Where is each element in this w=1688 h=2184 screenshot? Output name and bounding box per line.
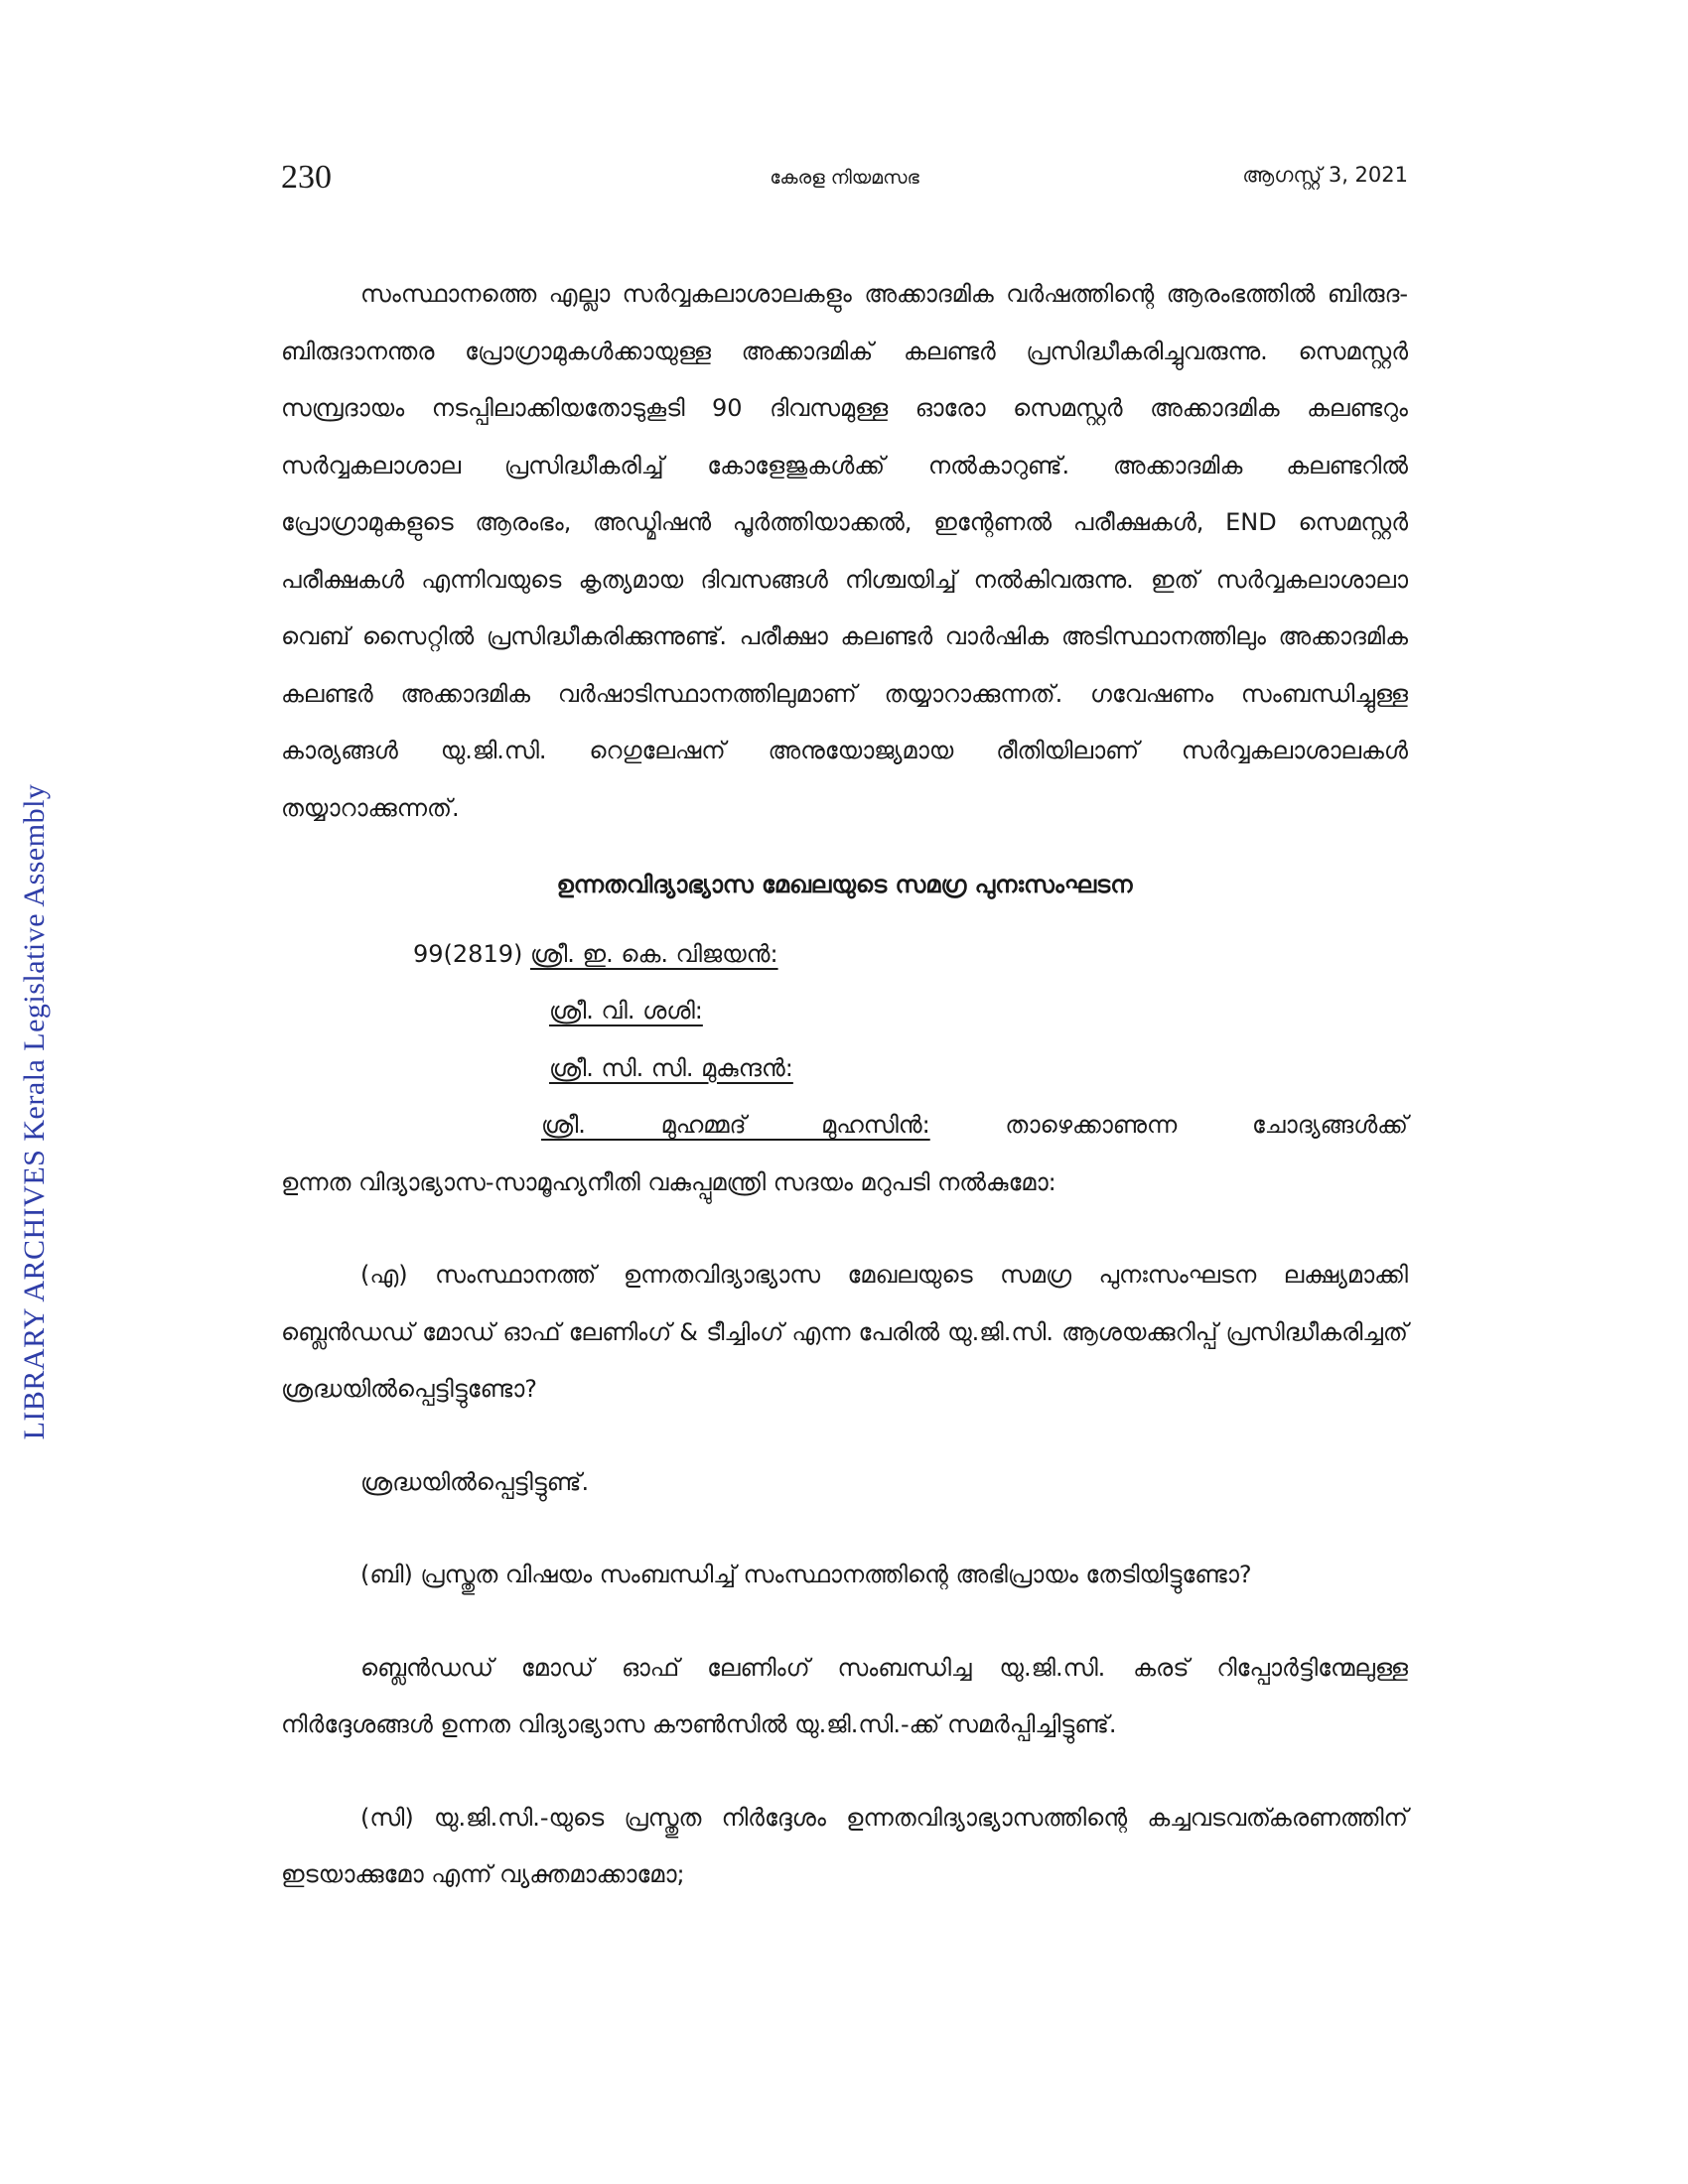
question-lead-in-continued: ഉന്നത വിദ്യാഭ്യാസ-സാമൂഹ്യനീതി വകുപ്പുമന്ത്രി സദയം മറുപടി നൽകുമോ: <box>281 1167 1056 1196</box>
question-block <box>281 926 1408 1212</box>
question-item-a: (എ) സംസ്ഥാനത്ത് ഉന്നതവിദ്യാഭ്യാസ മേഖലയുടെ സമഗ്ര പുനഃസംഘടന ലക്ഷ്യമാക്കി ബ്ലെൻഡഡ് മോഡ് ഓഫ് ലേണിംഗ് & ടീച്ചിംഗ് എന്ന പേരിൽ യു.ജി.സി. ആശയക്കുറിപ്പ് പ്രസിദ്ധീകരിച്ചത് ശ്രദ്ധയിൽപ്പെട്ടിട്ടുണ്ടോ? <box>281 1261 1408 1403</box>
member-name: ശ്രീ. വി. ശശി: <box>549 997 703 1024</box>
section-heading: ഉന്നതവിദ്യാഭ്യാസ മേഖലയുടെ സമഗ്ര പുനഃസംഘടന <box>556 871 1133 898</box>
question-item-c: (സി) യു.ജി.സി.-യുടെ പ്രസ്തുത നിർദ്ദേശം ഉന്നതവിദ്യാഭ്യാസത്തിന്റെ കച്ചവടവത്കരണത്തിന് ഇടയാക്കുമോ എന്ന് വ്യക്തമാക്കാമോ; <box>281 1803 1408 1888</box>
question-item-b: (ബി) പ്രസ്തുത വിഷയം സംബന്ധിച്ച് സംസ്ഥാനത്തിന്റെ അഭിപ്രായം തേടിയിട്ടുണ്ടോ? <box>360 1561 1252 1588</box>
intro-paragraph: സംസ്ഥാനത്തെ എല്ലാ സർവ്വകലാശാലകളും അക്കാദമിക വർഷത്തിന്റെ ആരംഭത്തിൽ ബിരുദ-ബിരുദാനന്തര പ്രോഗ്രാമുകൾക്കായുള്ള അക്കാദമിക് കലണ്ടർ പ്രസിദ്ധീകരിച്ചുവരുന്നു. സെമസ്റ്റർ സമ്പ്രദായം നടപ്പിലാക്കിയതോടുകൂടി 90 ദിവസമുള്ള ഓരോ സെമസ്റ്റർ അക്കാദമിക കലണ്ടറും സർവ്വകലാശാല പ്രസിദ്ധീകരിച്ച് കോളേജുകൾക്ക് നൽകാറുണ്ട്. അക്കാദമിക കലണ്ടറിൽ പ്രോഗ്രാമുകളുടെ ആരംഭം, അഡ്മിഷൻ പൂർത്തിയാക്കൽ, ഇന്റേണൽ പരീക്ഷകൾ, END സെമസ്റ്റർ പരീക്ഷകൾ എന്നിവയുടെ കൃത്യമായ ദിവസങ്ങൾ നിശ്ചയിച്ച് നൽകിവരുന്നു. ഇത് സർവ്വകലാശാലാ വെബ് സൈറ്റിൽ പ്രസിദ്ധീകരിക്കുന്നുണ്ട്. പരീക്ഷാ കലണ്ടർ വാർഷിക അടിസ്ഥാനത്തിലും അക്കാദമിക കലണ്ടർ അക്കാദമിക വർഷാടിസ്ഥാനത്തിലുമാണ് തയ്യാറാക്കുന്നത്. ഗവേഷണം സംബന്ധിച്ചുള്ള കാര്യങ്ങൾ യു.ജി.സി. റെഗുലേഷന് അനുയോജ്യമായ രീതിയിലാണ് സർവ്വകലാശാലകൾ തയ്യാറാക്കുന്നത്. <box>281 280 1408 822</box>
question-first-line <box>281 926 1408 984</box>
member-name: ശ്രീ. സി. സി. മുകുന്ദൻ: <box>549 1053 793 1082</box>
question-lead-in: താഴെക്കാണുന്ന ചോദ്യങ്ങൾക്ക് <box>1005 1111 1408 1139</box>
member-line <box>281 1040 1408 1098</box>
member-line <box>281 1097 1408 1155</box>
page-header <box>281 159 1408 208</box>
page-body <box>281 266 1408 1904</box>
member-name: ശ്രീ. ഇ. കെ. വിജയൻ: <box>529 939 778 968</box>
running-title: കേരള നിയമസഭ <box>770 167 919 189</box>
answer-item-a: ശ്രദ്ധയിൽപ്പെട്ടിട്ടുണ്ട്. <box>360 1467 590 1496</box>
watermark-text: LIBRARY ARCHIVES Kerala Legislative Assembly <box>18 783 51 1440</box>
running-date: ആഗസ്റ്റ് 3, 2021 <box>1242 163 1408 187</box>
page-number: 230 <box>281 159 332 196</box>
member-line <box>281 983 1408 1040</box>
member-name: ശ്രീ. മുഹമ്മദ് മുഹസിൻ: <box>541 1111 930 1139</box>
question-number: 99(2819) <box>413 939 523 968</box>
answer-item-b: ബ്ലെൻഡഡ് മോഡ് ഓഫ് ലേണിംഗ് സംബന്ധിച്ച യു.ജി.സി. കരട് റിപ്പോർട്ടിന്മേലുള്ള നിർദ്ദേശങ്ങൾ ഉന്നത വിദ്യാഭ്യാസ കൗൺസിൽ യു.ജി.സി.-ക്ക് സമർപ്പിച്ചിട്ടുണ്ട്. <box>281 1653 1408 1738</box>
